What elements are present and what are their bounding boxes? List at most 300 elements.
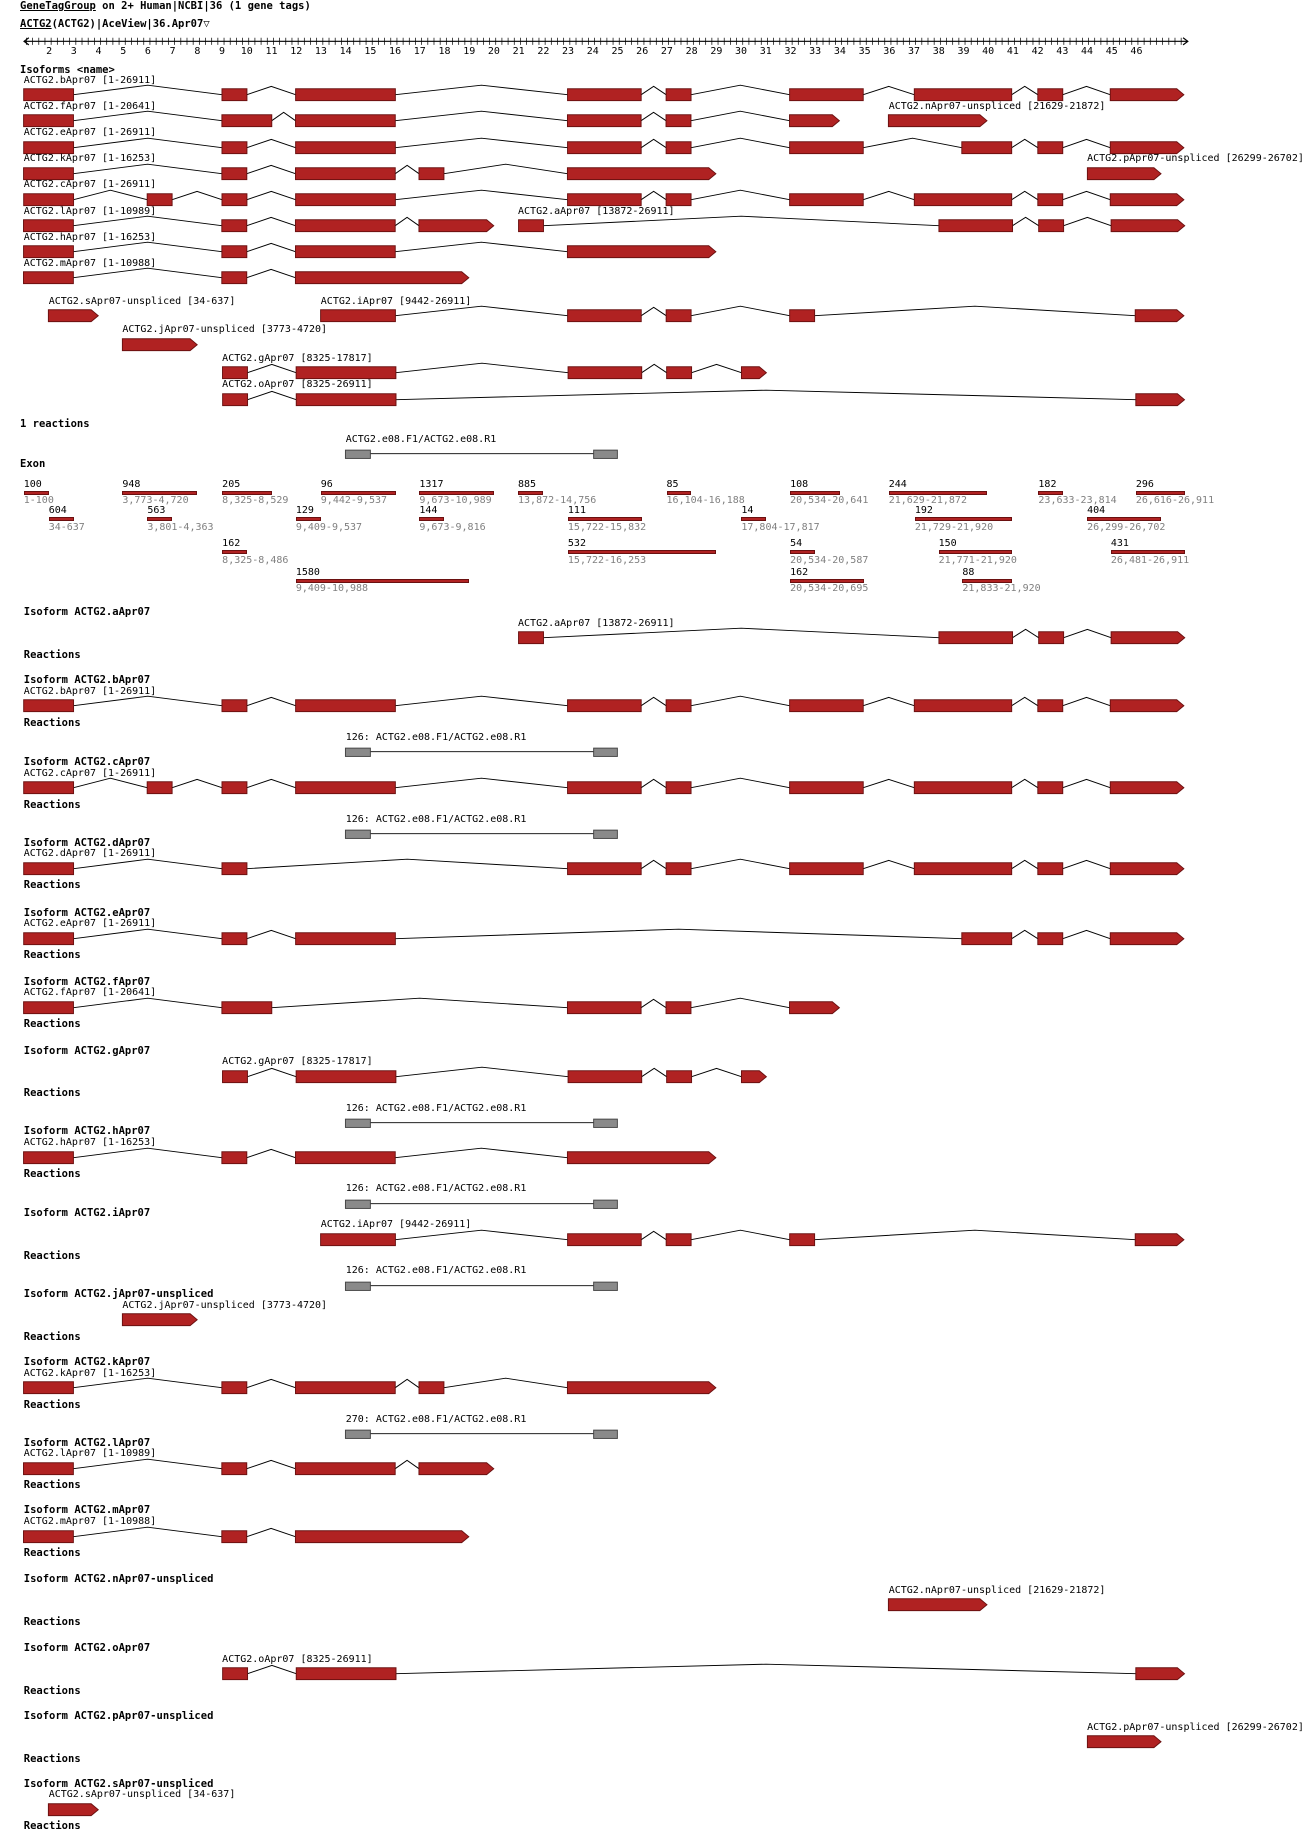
intron-line (864, 138, 963, 148)
detail-isoform-16-label[interactable]: ACTG2.sApr07-unspliced [34-637] (48, 1789, 236, 1801)
exon-box[interactable] (1038, 89, 1063, 101)
intron-line (247, 779, 296, 787)
exon-bar[interactable] (568, 517, 642, 521)
exon-box[interactable] (222, 168, 247, 180)
exon-box[interactable] (222, 700, 247, 712)
exon-box[interactable] (24, 272, 74, 284)
overview-reaction-label: ACTG2.e08.F1/ACTG2.e08.R1 (345, 433, 497, 445)
intron-line (1012, 697, 1038, 705)
exon-bar[interactable] (1136, 491, 1185, 495)
exon-box[interactable] (222, 246, 247, 258)
exon-box[interactable] (741, 367, 766, 379)
reactions-label: Reactions (23, 716, 81, 729)
exon-box[interactable] (148, 782, 173, 794)
exon-box[interactable] (296, 1070, 396, 1082)
intron-line (247, 139, 296, 147)
exon-box[interactable] (889, 1599, 988, 1611)
exon-length: 100 (23, 478, 42, 490)
exon-box[interactable] (1136, 393, 1185, 405)
exon-box[interactable] (568, 863, 642, 875)
exon-range: 13,872-14,756 (518, 495, 597, 507)
exon-box[interactable] (939, 220, 1013, 232)
intron-line (247, 365, 296, 373)
detail-isoform-6-track (220, 1066, 774, 1087)
exon-box[interactable] (122, 339, 197, 351)
exon-range: 21,771-21,920 (938, 554, 1017, 566)
exon-box[interactable] (222, 1668, 247, 1680)
genetaggroup-link[interactable]: GeneTagGroup (20, 0, 96, 12)
exon-bar[interactable] (962, 579, 1012, 583)
exon-box[interactable] (24, 1382, 74, 1394)
exon-box[interactable] (666, 115, 691, 127)
primer-box[interactable] (346, 1430, 371, 1438)
overview-isoform-2-label[interactable]: ACTG2.nApr07-unspliced [21629-21872] (888, 100, 1106, 112)
exon-box[interactable] (790, 310, 815, 322)
exon-bar[interactable] (24, 491, 49, 495)
ruler-tick-label: 8 (194, 46, 201, 57)
detail-isoform-14-label[interactable]: ACTG2.oApr07 [8325-26911] (222, 1653, 373, 1665)
overview-isoform-2-track (886, 110, 994, 131)
primer-box[interactable] (346, 1119, 371, 1127)
exon-box[interactable] (1038, 141, 1063, 153)
exon-length: 1317 (419, 478, 444, 490)
exon-box[interactable] (49, 1804, 99, 1816)
exon-box[interactable] (24, 1151, 74, 1163)
exon-box[interactable] (568, 1382, 716, 1394)
detail-isoform-3-label[interactable]: ACTG2.dApr07 [1-26911] (23, 848, 157, 860)
exon-box[interactable] (296, 933, 396, 945)
reactions-label: Reactions (23, 1168, 81, 1181)
exon-bar[interactable] (419, 491, 494, 495)
exon-bar[interactable] (419, 517, 444, 521)
detail-isoform-5-track (21, 997, 847, 1018)
exon-box[interactable] (568, 1151, 716, 1163)
exon-bar[interactable] (939, 550, 1013, 554)
exon-box[interactable] (568, 141, 642, 153)
exon-box[interactable] (222, 1530, 247, 1542)
exon-box[interactable] (24, 89, 74, 101)
exon-box[interactable] (568, 168, 716, 180)
exon-box[interactable] (666, 863, 691, 875)
exon-box[interactable] (24, 1463, 74, 1475)
exon-box[interactable] (296, 141, 396, 153)
exon-box[interactable] (666, 700, 691, 712)
intron-line (74, 778, 148, 788)
exon-box[interactable] (568, 246, 716, 258)
expand-arrow-icon[interactable]: ▽ (203, 18, 210, 30)
exon-length: 1580 (295, 566, 320, 578)
exon-box[interactable] (1111, 89, 1185, 101)
primer-box[interactable] (346, 450, 371, 458)
exon-box[interactable] (419, 220, 494, 232)
exon-box[interactable] (1038, 700, 1063, 712)
exon-box[interactable] (24, 863, 74, 875)
exon-box[interactable] (24, 246, 74, 258)
overview-isoform-12-label[interactable]: ACTG2.iApr07 [9442-26911] (320, 295, 472, 307)
reactions-label: Reactions (23, 798, 81, 811)
detail-isoform-9-label[interactable]: ACTG2.jApr07-unspliced [3773-4720] (122, 1299, 328, 1311)
exon-box[interactable] (222, 141, 247, 153)
exon-length: 563 (147, 504, 166, 516)
primer-box[interactable] (346, 749, 371, 757)
intron-line (247, 165, 296, 173)
exon-box[interactable] (122, 1314, 197, 1326)
reactions-label: Reactions (23, 879, 81, 892)
detail-isoform-0-label[interactable]: ACTG2.aApr07 [13872-26911] (518, 617, 675, 629)
exon-box[interactable] (222, 1382, 247, 1394)
primer-box[interactable] (346, 1282, 371, 1290)
exon-box[interactable] (666, 141, 691, 153)
exon-box[interactable] (568, 782, 642, 794)
intron-line (247, 697, 296, 705)
detail-isoform-8-label[interactable]: ACTG2.iApr07 [9442-26911] (320, 1219, 472, 1230)
exon-box[interactable] (1038, 863, 1063, 875)
primer-box[interactable] (594, 1119, 618, 1127)
primer-box[interactable] (594, 749, 618, 757)
exon-box[interactable] (790, 782, 864, 794)
exon-box[interactable] (667, 310, 692, 322)
exon-box[interactable] (790, 1233, 815, 1245)
exon-box[interactable] (790, 863, 864, 875)
exon-box[interactable] (148, 194, 173, 206)
exon-box[interactable] (915, 194, 1012, 206)
exon-box[interactable] (666, 89, 691, 101)
isoform-section-title: Isoform ACTG2.iApr07 (23, 1207, 151, 1220)
exon-box[interactable] (419, 168, 444, 180)
exon-box[interactable] (741, 1070, 766, 1082)
exon-box[interactable] (1038, 933, 1063, 945)
ruler-tick-label: 15 (364, 46, 377, 57)
exon-box[interactable] (790, 89, 864, 101)
exon-box[interactable] (790, 194, 864, 206)
exon-box[interactable] (321, 310, 396, 322)
intron-line (247, 244, 296, 252)
exon-box[interactable] (296, 1382, 396, 1394)
exon-box[interactable] (296, 115, 396, 127)
exon-box[interactable] (568, 1002, 642, 1014)
exon-box[interactable] (568, 310, 642, 322)
exon-box[interactable] (889, 115, 988, 127)
intron-line (74, 216, 222, 226)
exon-box[interactable] (1038, 194, 1063, 206)
exon-box[interactable] (1111, 700, 1185, 712)
exon-bar[interactable] (790, 491, 840, 495)
detail-isoform-10-label[interactable]: ACTG2.kApr07 [1-16253] (23, 1367, 157, 1379)
exon-bar[interactable] (790, 579, 864, 583)
exon-box[interactable] (296, 1151, 396, 1163)
exon-box[interactable] (1111, 933, 1185, 945)
exon-box[interactable] (518, 220, 543, 232)
exon-box[interactable] (296, 700, 396, 712)
exon-length: 85 (666, 478, 679, 490)
exon-bar[interactable] (296, 517, 321, 521)
exon-box[interactable] (24, 115, 74, 127)
exon-bar[interactable] (741, 517, 766, 521)
overview-isoform-8-label[interactable]: ACTG2.aApr07 [13872-26911] (518, 205, 675, 217)
exon-bar[interactable] (296, 579, 469, 583)
exon-box[interactable] (24, 168, 74, 180)
exon-box[interactable] (296, 393, 396, 405)
exon-box[interactable] (1136, 1668, 1185, 1680)
intron-line (642, 139, 667, 147)
primer-box[interactable] (594, 450, 618, 458)
exon-box[interactable] (915, 89, 1012, 101)
exon-box[interactable] (667, 1233, 692, 1245)
exon-box[interactable] (568, 1070, 642, 1082)
overview-isoform-4-label[interactable]: ACTG2.kApr07 [1-16253] (23, 153, 157, 165)
overview-isoform-9-label[interactable]: ACTG2.hApr07 [1-16253] (23, 231, 157, 243)
exon-box[interactable] (1111, 220, 1185, 232)
ruler-tick-label: 32 (784, 46, 797, 57)
exon-box[interactable] (24, 220, 74, 232)
coordinate-ruler (0, 33, 1200, 50)
exon-box[interactable] (790, 1002, 840, 1014)
detail-isoform-4-label[interactable]: ACTG2.eApr07 [1-26911] (23, 918, 157, 930)
overview-isoform-1-label[interactable]: ACTG2.fApr07 [1-20641] (23, 100, 157, 112)
intron-line (396, 217, 420, 225)
exon-box[interactable] (666, 1002, 691, 1014)
intron-line (642, 1231, 667, 1239)
exon-box[interactable] (568, 89, 642, 101)
exon-bar[interactable] (667, 491, 692, 495)
exon-box[interactable] (222, 194, 247, 206)
isoform-section-title: Isoform ACTG2.dApr07 (23, 836, 151, 849)
overview-isoform-5-track (1085, 163, 1168, 184)
exon-box[interactable] (24, 194, 74, 206)
detail-isoform-0-track (516, 627, 1192, 648)
exon-bar[interactable] (1038, 491, 1063, 495)
exon-box[interactable] (222, 1151, 247, 1163)
exon-box[interactable] (790, 700, 864, 712)
exon-box[interactable] (568, 194, 642, 206)
detail-isoform-7-label[interactable]: ACTG2.hApr07 [1-16253] (23, 1137, 157, 1149)
exon-box[interactable] (1111, 194, 1185, 206)
exon-box[interactable] (222, 89, 247, 101)
exon-length: 404 (1087, 504, 1106, 516)
exon-box[interactable] (1111, 863, 1185, 875)
exon-box[interactable] (915, 782, 1012, 794)
reactions-label: Reactions (23, 1616, 81, 1629)
detail-isoform-1-label[interactable]: ACTG2.bApr07 [1-26911] (23, 685, 157, 697)
exon-box[interactable] (222, 1070, 247, 1082)
detail-isoform-15-label[interactable]: ACTG2.pApr07-unspliced [26299-26702] (1087, 1721, 1304, 1733)
exon-range: 9,673-10,989 (419, 495, 492, 507)
exon-box[interactable] (1087, 1736, 1161, 1748)
exon-box[interactable] (222, 367, 247, 379)
exon-range: 20,534-20,587 (790, 554, 869, 566)
exon-box[interactable] (222, 115, 272, 127)
overview-isoform-7-label[interactable]: ACTG2.lApr07 [1-10989] (23, 205, 157, 217)
exon-bar[interactable] (222, 491, 272, 495)
exon-box[interactable] (296, 782, 396, 794)
exon-box[interactable] (666, 782, 691, 794)
exon-box[interactable] (24, 700, 74, 712)
ruler-tick-label: 29 (710, 46, 723, 57)
exon-box[interactable] (419, 1382, 444, 1394)
exon-length: 885 (518, 478, 537, 490)
exon-box[interactable] (1038, 220, 1063, 232)
exon-range: 9,673-9,816 (419, 521, 486, 533)
overview-isoform-5-label[interactable]: ACTG2.pApr07-unspliced [26299-26702] (1087, 153, 1304, 165)
exon-bar[interactable] (321, 491, 396, 495)
detail-isoform-6-label[interactable]: ACTG2.gApr07 [8325-17817] (222, 1056, 373, 1068)
exon-box[interactable] (296, 246, 396, 258)
exon-box[interactable] (321, 1233, 396, 1245)
exon-box[interactable] (24, 1530, 74, 1542)
exon-box[interactable] (568, 1233, 642, 1245)
exon-box[interactable] (1136, 1233, 1185, 1245)
exon-box[interactable] (296, 1463, 396, 1475)
reactions-count: 1 reactions (20, 418, 90, 430)
exon-box[interactable] (666, 194, 691, 206)
ruler-tick-label: 7 (169, 46, 176, 57)
exon-box[interactable] (790, 115, 840, 127)
ruler-tick-label: 23 (562, 46, 575, 57)
exon-box[interactable] (1136, 310, 1185, 322)
exon-box[interactable] (1111, 782, 1185, 794)
exon-box[interactable] (222, 220, 247, 232)
exon-box[interactable] (222, 393, 247, 405)
intron-line (74, 1378, 222, 1388)
detail-isoform-14-track (220, 1663, 1192, 1684)
reactions-label: Reactions (23, 1330, 81, 1343)
exon-box[interactable] (296, 89, 396, 101)
overview-isoform-11-label[interactable]: ACTG2.sApr07-unspliced [34-637] (48, 295, 236, 307)
intron-line (1063, 139, 1111, 147)
detail-isoform-9-track (120, 1309, 204, 1330)
exon-bar[interactable] (49, 517, 74, 521)
exon-box[interactable] (568, 700, 642, 712)
exon-box[interactable] (24, 933, 74, 945)
exon-box[interactable] (666, 367, 691, 379)
exon-bar[interactable] (222, 550, 247, 554)
exon-box[interactable] (915, 700, 1012, 712)
intron-line (396, 1665, 1136, 1675)
ruler-tick-label: 20 (487, 46, 500, 57)
exon-box[interactable] (939, 632, 1013, 644)
detail-isoform-11-label[interactable]: ACTG2.lApr07 [1-10989] (23, 1448, 157, 1460)
exon-box[interactable] (1038, 782, 1063, 794)
exon-box[interactable] (962, 141, 1012, 153)
exon-length: 604 (48, 504, 67, 516)
exon-box[interactable] (419, 1463, 494, 1475)
ruler-tick-label: 34 (833, 46, 846, 57)
overview-isoform-6-label[interactable]: ACTG2.cApr07 [1-26911] (23, 179, 157, 191)
detail-reaction-6-label: 126: ACTG2.e08.F1/ACTG2.e08.R1 (345, 1102, 527, 1114)
detail-isoform-2-label[interactable]: ACTG2.cApr07 [1-26911] (23, 767, 157, 779)
exon-bar[interactable] (915, 517, 1012, 521)
exon-box[interactable] (49, 310, 99, 322)
overview-isoform-13-label[interactable]: ACTG2.jApr07-unspliced [3773-4720] (122, 324, 328, 336)
overview-isoform-3-label[interactable]: ACTG2.eApr07 [1-26911] (23, 127, 157, 139)
primer-box[interactable] (346, 830, 371, 838)
exon-range: 9,442-9,537 (320, 495, 388, 507)
exon-box[interactable] (915, 863, 1012, 875)
exon-box[interactable] (296, 1668, 396, 1680)
exon-bar[interactable] (147, 517, 172, 521)
detail-isoform-12-label[interactable]: ACTG2.mApr07 [1-10988] (23, 1516, 157, 1528)
exon-box[interactable] (296, 220, 396, 232)
exon-box[interactable] (24, 141, 74, 153)
exon-range: 8,325-8,529 (222, 495, 289, 507)
exon-box[interactable] (222, 782, 247, 794)
exon-box[interactable] (24, 782, 74, 794)
exon-box[interactable] (790, 141, 864, 153)
exon-box[interactable] (568, 367, 642, 379)
exon-bar[interactable] (1111, 550, 1185, 554)
exon-bar[interactable] (1087, 517, 1161, 521)
exon-box[interactable] (222, 933, 247, 945)
detail-isoform-13-label[interactable]: ACTG2.nApr07-unspliced [21629-21872] (888, 1584, 1106, 1596)
exon-bar[interactable] (889, 491, 988, 495)
exon-length: 54 (790, 538, 803, 550)
exon-range: 9,409-10,988 (295, 583, 369, 595)
exon-box[interactable] (666, 1070, 691, 1082)
exon-bar[interactable] (790, 550, 815, 554)
exon-length: 948 (122, 478, 141, 490)
primer-box[interactable] (594, 1282, 618, 1290)
exon-box[interactable] (296, 1530, 469, 1542)
isoform-section-title: Isoform ACTG2.mApr07 (23, 1504, 151, 1517)
intron-line (1063, 217, 1111, 225)
exon-box[interactable] (296, 168, 396, 180)
overview-isoform-10-label[interactable]: ACTG2.mApr07 [1-10988] (23, 257, 157, 269)
exon-bar[interactable] (518, 491, 543, 495)
overview-isoform-15-label[interactable]: ACTG2.oApr07 [8325-26911] (222, 379, 373, 390)
exon-length: 96 (320, 478, 333, 490)
primer-box[interactable] (594, 1430, 618, 1438)
detail-reaction-1-track (343, 741, 625, 762)
exon-box[interactable] (222, 1463, 247, 1475)
exon-box[interactable] (222, 272, 247, 284)
primer-box[interactable] (346, 1200, 371, 1208)
exon-box[interactable] (296, 194, 396, 206)
exon-box[interactable] (518, 632, 543, 644)
exon-bar[interactable] (568, 550, 717, 554)
overview-isoform-3-track (21, 137, 1191, 158)
intron-line (396, 1379, 420, 1387)
reactions-label: Reactions (23, 1398, 81, 1411)
exon-box[interactable] (222, 1002, 272, 1014)
ruler-tick-label: 19 (463, 46, 476, 57)
intron-line (396, 929, 962, 939)
gene-link[interactable]: ACTG2 (20, 18, 52, 30)
exon-length: 108 (790, 478, 809, 490)
overview-isoform-8-track (516, 215, 1192, 236)
exon-box[interactable] (1111, 141, 1185, 153)
exon-box[interactable] (1087, 168, 1161, 180)
exon-box[interactable] (222, 863, 247, 875)
exon-box[interactable] (296, 272, 469, 284)
exon-box[interactable] (962, 933, 1012, 945)
exon-length: 88 (962, 566, 975, 578)
exon-box[interactable] (24, 1002, 74, 1014)
exon-box[interactable] (1038, 632, 1063, 644)
exon-box[interactable] (568, 115, 642, 127)
detail-isoform-8-track (318, 1229, 1191, 1250)
primer-box[interactable] (594, 1200, 618, 1208)
overview-isoform-14-label[interactable]: ACTG2.gApr07 [8325-17817] (222, 352, 373, 364)
overview-isoform-0-label[interactable]: ACTG2.bApr07 [1-26911] (23, 74, 157, 86)
exon-box[interactable] (296, 367, 396, 379)
exon-bar[interactable] (122, 491, 197, 495)
primer-box[interactable] (594, 830, 618, 838)
exon-range: 3,773-4,720 (122, 495, 189, 507)
exon-range: 21,729-21,920 (914, 521, 994, 533)
exon-box[interactable] (1111, 632, 1185, 644)
detail-isoform-5-label[interactable]: ACTG2.fApr07 [1-20641] (23, 987, 157, 999)
intron-line (1063, 87, 1111, 95)
